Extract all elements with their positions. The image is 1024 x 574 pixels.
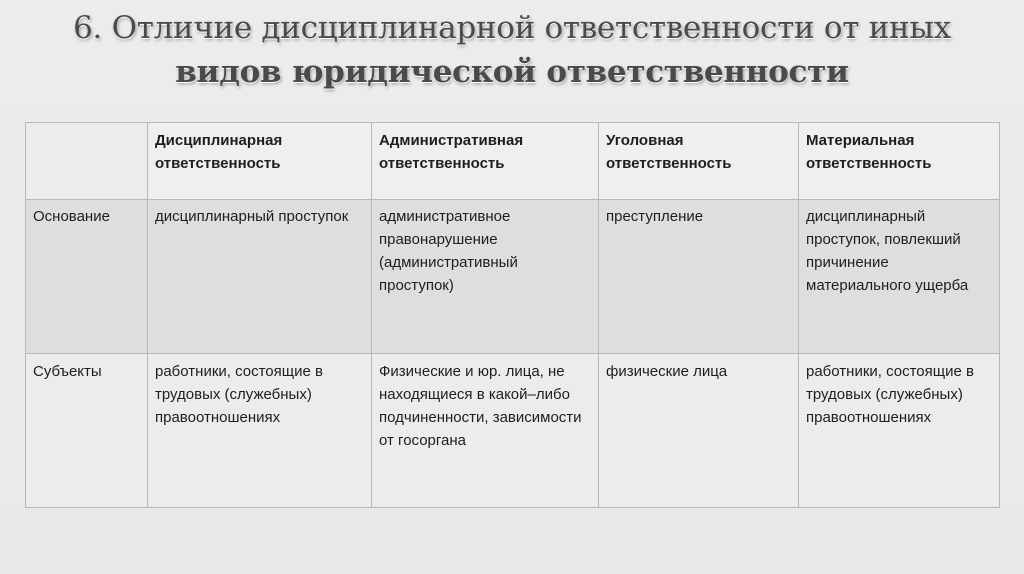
row-label-basis: Основание — [26, 200, 148, 354]
header-corner-cell — [26, 123, 148, 200]
table-cell: административное правонарушение (административный проступок) — [372, 200, 599, 354]
table-header-row — [26, 123, 1000, 200]
header-material: Материальная ответственность — [799, 123, 1000, 200]
table-cell: физические лица — [599, 354, 799, 508]
table-cell: Физические и юр. лица, не находящиеся в какой–либо подчиненности, зависимости от госоргана — [372, 354, 599, 508]
table-cell: работники, состоящие в трудовых (служебных) правоотношениях — [148, 354, 372, 508]
slide-title — [40, 6, 984, 94]
table-cell: преступление — [599, 200, 799, 354]
comparison-table — [25, 122, 1000, 508]
table-cell: работники, состоящие в трудовых (служебных) правоотношениях — [799, 354, 1000, 508]
header-administrative: Административная ответственность — [372, 123, 599, 200]
header-disciplinary: Дисциплинарная ответственность — [148, 123, 372, 200]
table-cell: дисциплинарный проступок, повлекший причинение материального ущерба — [799, 200, 1000, 354]
title-line-2: видов юридической ответственности — [175, 54, 849, 90]
table-row — [26, 200, 1000, 354]
table-cell: дисциплинарный проступок — [148, 200, 372, 354]
row-label-subjects: Субъекты — [26, 354, 148, 508]
title-line-1: 6. Отличие дисциплинарной ответственности от иных — [73, 10, 951, 46]
header-criminal: Уголовная ответственность — [599, 123, 799, 200]
table-row — [26, 354, 1000, 508]
